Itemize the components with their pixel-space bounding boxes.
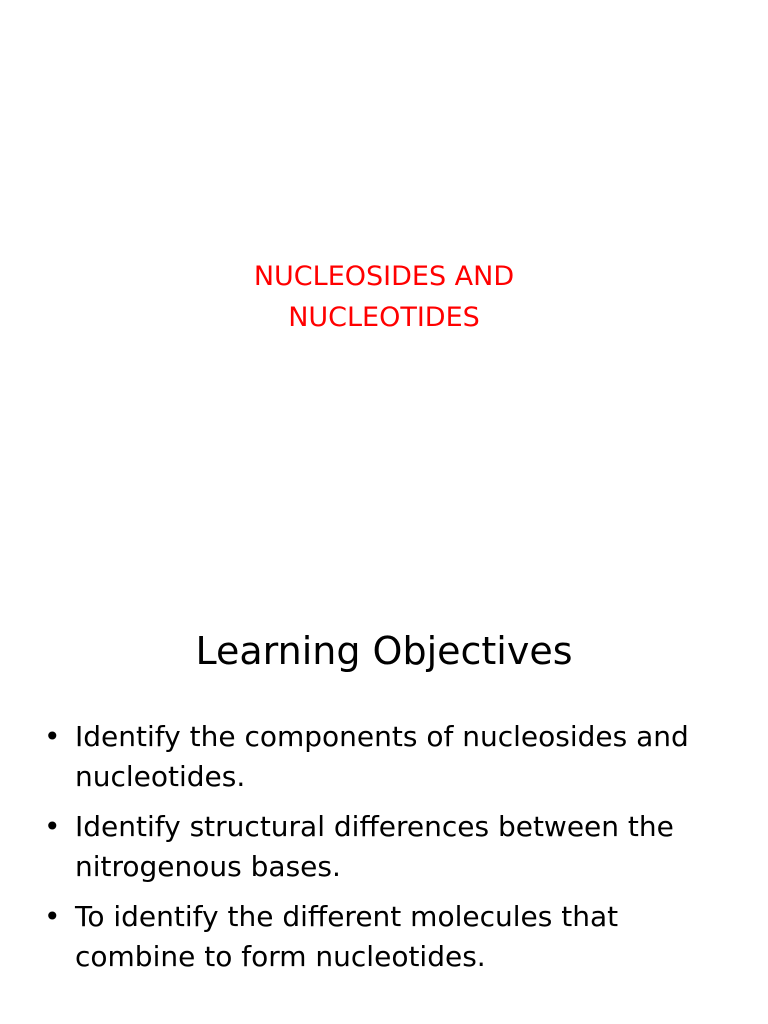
objectives-slide — [0, 576, 768, 1024]
list-item — [44, 717, 724, 797]
bullet-icon: • — [44, 900, 61, 933]
bullet-icon: • — [44, 720, 61, 753]
objectives-heading: Learning Objectives — [195, 629, 573, 673]
title-line-2: NUCLEOTIDES — [288, 302, 480, 333]
objectives-list — [44, 717, 724, 987]
list-item — [44, 897, 724, 977]
slide-title — [0, 256, 768, 338]
objective-text: Identify structural differences between the nitrogenous bases. — [75, 810, 674, 883]
objective-text: Identify the components of nucleosides and nucleotides. — [75, 720, 689, 793]
bullet-icon: • — [44, 810, 61, 843]
objective-text: To identify the different molecules that combine to form nucleotides. — [75, 900, 619, 973]
title-line-1: NUCLEOSIDES AND — [253, 261, 515, 292]
list-item — [44, 807, 724, 887]
